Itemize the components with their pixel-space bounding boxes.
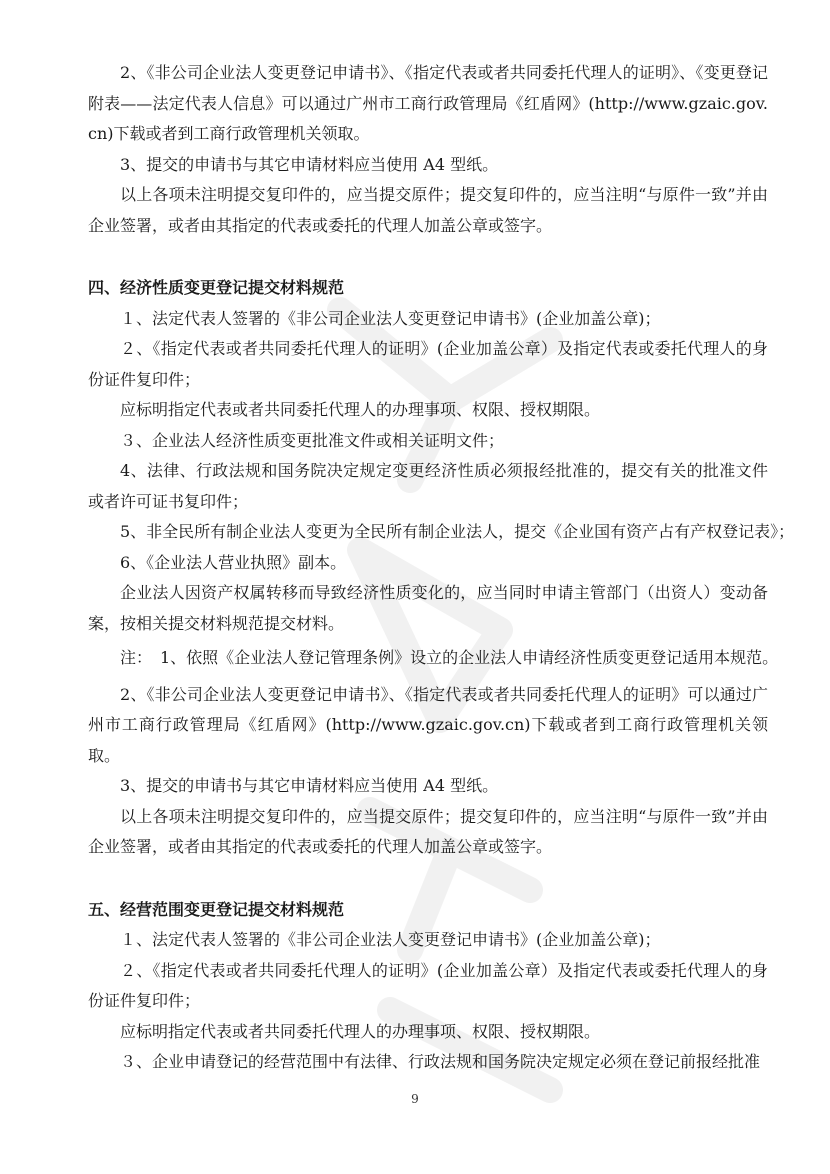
list-item: ３、企业申请登记的经营范围中有法律、行政法规和国务院决定规定必须在登记前报经批准 bbox=[120, 1052, 761, 1071]
list-item: １、法定代表人签署的《非公司企业法人变更登记申请书》(企业加盖公章)； bbox=[120, 930, 661, 949]
list-item: ２、《指定代表或者共同委托代理人的证明》(企业加盖公章）及指定代表或委托代理人的身份证件复印件； bbox=[88, 960, 768, 1010]
list-item: 4、法律、行政法规和国务院决定规定变更经济性质必须报经批准的，提交有关的批准文件或者许可证书复印件； bbox=[88, 461, 768, 511]
note-item: 以上各项未注明提交复印件的，应当提交原件；提交复印件的，应当注明“与原件一致”并由企业签署，或者由其指定的代表或委托的代理人加盖公章或签字。 bbox=[88, 806, 768, 856]
paragraph-original-copy: 以上各项未注明提交复印件的，应当提交原件；提交复印件的，应当注明“与原件一致”并由企业签署，或者由其指定的代表或委托的代理人加盖公章或签字。 bbox=[88, 185, 768, 235]
document-body bbox=[88, 58, 795, 1078]
list-item: 应标明指定代表或者共同委托代理人的办理事项、权限、授权期限。 bbox=[120, 1021, 601, 1041]
paragraph-paper-size: 3、提交的申请书与其它申请材料应当使用 A4 型纸。 bbox=[120, 154, 499, 174]
note-item: 注： 1、依照《企业法人登记管理条例》设立的企业法人申请经济性质变更登记适用本规范。 bbox=[120, 648, 779, 667]
section-heading-economic-nature: 四、经济性质变更登记提交材料规范 bbox=[88, 278, 345, 297]
list-item: 5、非全民所有制企业法人变更为全民所有制企业法人，提交《企业国有资产占有产权登记表》； bbox=[120, 522, 795, 541]
section-gap bbox=[88, 241, 768, 273]
paragraph-download-info: 2、《非公司企业法人变更登记申请书》、《指定代表或者共同委托代理人的证明》、《变更登记附表——法定代表人信息》可以通过广州市工商行政管理局《红盾网》(http://www.gzaic.gov.cn)下载或者到工商行政管理机关领取。 bbox=[88, 63, 768, 143]
list-item: ２、《指定代表或者共同委托代理人的证明》(企业加盖公章）及指定代表或委托代理人的身份证件复印件； bbox=[88, 339, 768, 389]
page-number: 9 bbox=[411, 1092, 419, 1106]
note-item: 3、提交的申请书与其它申请材料应当使用 A4 型纸。 bbox=[120, 776, 499, 795]
section-gap bbox=[88, 863, 768, 895]
section-heading-business-scope: 五、经营范围变更登记提交材料规范 bbox=[88, 899, 345, 919]
list-item: １、法定代表人签署的《非公司企业法人变更登记申请书》(企业加盖公章)； bbox=[120, 308, 661, 328]
list-item: ３、企业法人经济性质变更批准文件或相关证明文件； bbox=[120, 430, 505, 450]
note-item: 2、《非公司企业法人变更登记申请书》、《指定代表或者共同委托代理人的证明》可以通过广州市工商行政管理局《红盾网》(http://www.gzaic.gov.cn)下载或者到工商行政管理机关领取。 bbox=[88, 684, 768, 765]
list-item: 企业法人因资产权属转移而导致经济性质变化的，应当同时申请主管部门（出资人）变动备案，按相关提交材料规范提交材料。 bbox=[88, 583, 768, 633]
list-item: 应标明指定代表或者共同委托代理人的办理事项、权限、授权期限。 bbox=[120, 400, 601, 419]
list-item: 6、《企业法人营业执照》副本。 bbox=[120, 552, 347, 572]
